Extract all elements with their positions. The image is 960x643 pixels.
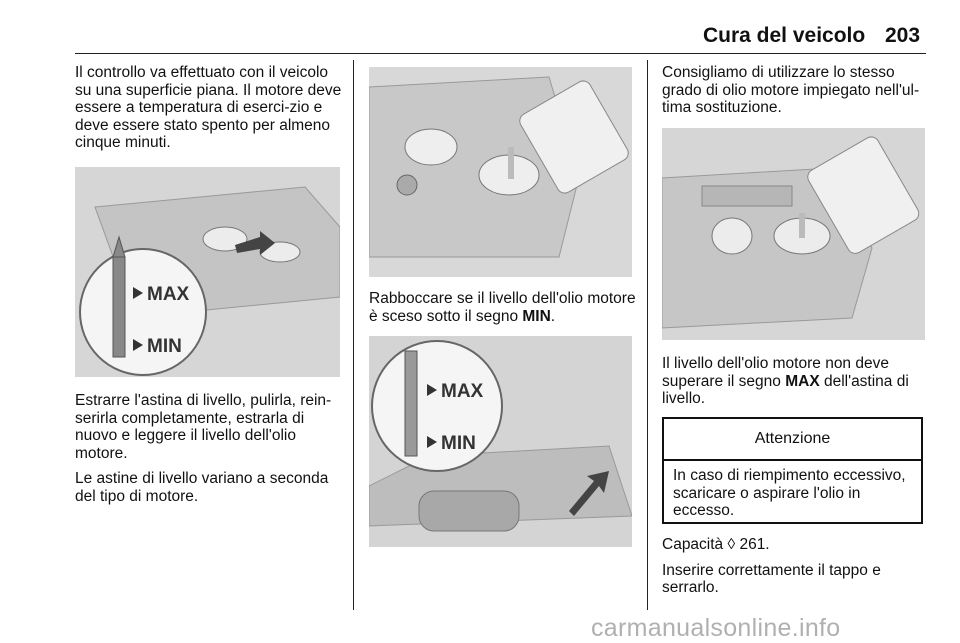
header-divider	[75, 53, 926, 54]
col3-paragraph-2: Il livello dell'olio motore non deve superare il segno MAX dell'astina di livello.	[662, 355, 909, 407]
col3-paragraph-4: Inserire correttamente il tappo e serrarlo.	[662, 561, 881, 596]
column-divider-1	[353, 60, 354, 610]
column-1	[75, 64, 343, 160]
max-mark: MAX	[785, 372, 820, 390]
warning-title: Attenzione	[664, 419, 921, 461]
oil-pouring-illustration	[369, 67, 632, 277]
engine-dipstick-figure	[369, 336, 632, 547]
col1-paragraph-2: Estrarre l'astina di livello, pulirla, rein-serirla completamente, estrarla di nuovo e leggere il livello dell'olio motore.	[75, 392, 332, 462]
column-1-lower	[75, 392, 343, 513]
engine-dipstick-illustration	[369, 336, 632, 547]
col3-paragraph-1: Consigliamo di utilizzare lo stesso grado di olio motore impiegato nell'ul-tima sostituzione.	[662, 64, 920, 116]
dipstick-max-label: MAX	[147, 284, 190, 305]
warning-box	[662, 417, 923, 524]
col1-paragraph-1: Il controllo va effettuato con il veicolo su una superficie piana. Il motore deve essere a temperatura di eserci-zio e deve essere stato spento per almeno cinque minuti.	[75, 64, 342, 151]
column-3-middle	[662, 355, 927, 416]
column-3-lower	[662, 536, 927, 605]
col1-paragraph-3: Le astine di livello variano a seconda del tipo di motore.	[75, 470, 329, 505]
col3-paragraph-3: Capacità ◊ 261.	[662, 536, 770, 553]
warning-body: In caso di riempimento eccessivo, scaricare o aspirare l'olio in eccesso.	[673, 467, 906, 519]
column-divider-2	[647, 60, 648, 610]
dipstick-figure	[75, 167, 340, 377]
col2-paragraph-1: Rabboccare se il livello dell'olio motore è sceso sotto il segno MIN.	[369, 290, 636, 325]
dipstick-illustration	[75, 167, 340, 377]
oil-filler-figure	[662, 128, 925, 340]
oil-filler-illustration	[662, 128, 925, 340]
dipstick-min-label: MIN	[147, 336, 182, 357]
page-header-title: Cura del veicolo	[703, 24, 866, 47]
page-number: 203	[885, 24, 921, 47]
watermark: carmanualsonline.info	[591, 614, 841, 642]
engine-min-label: MIN	[441, 433, 476, 454]
column-2	[369, 290, 637, 333]
column-3	[662, 64, 927, 125]
oil-pouring-figure	[369, 67, 632, 277]
min-mark: MIN	[522, 307, 551, 325]
engine-max-label: MAX	[441, 381, 484, 402]
